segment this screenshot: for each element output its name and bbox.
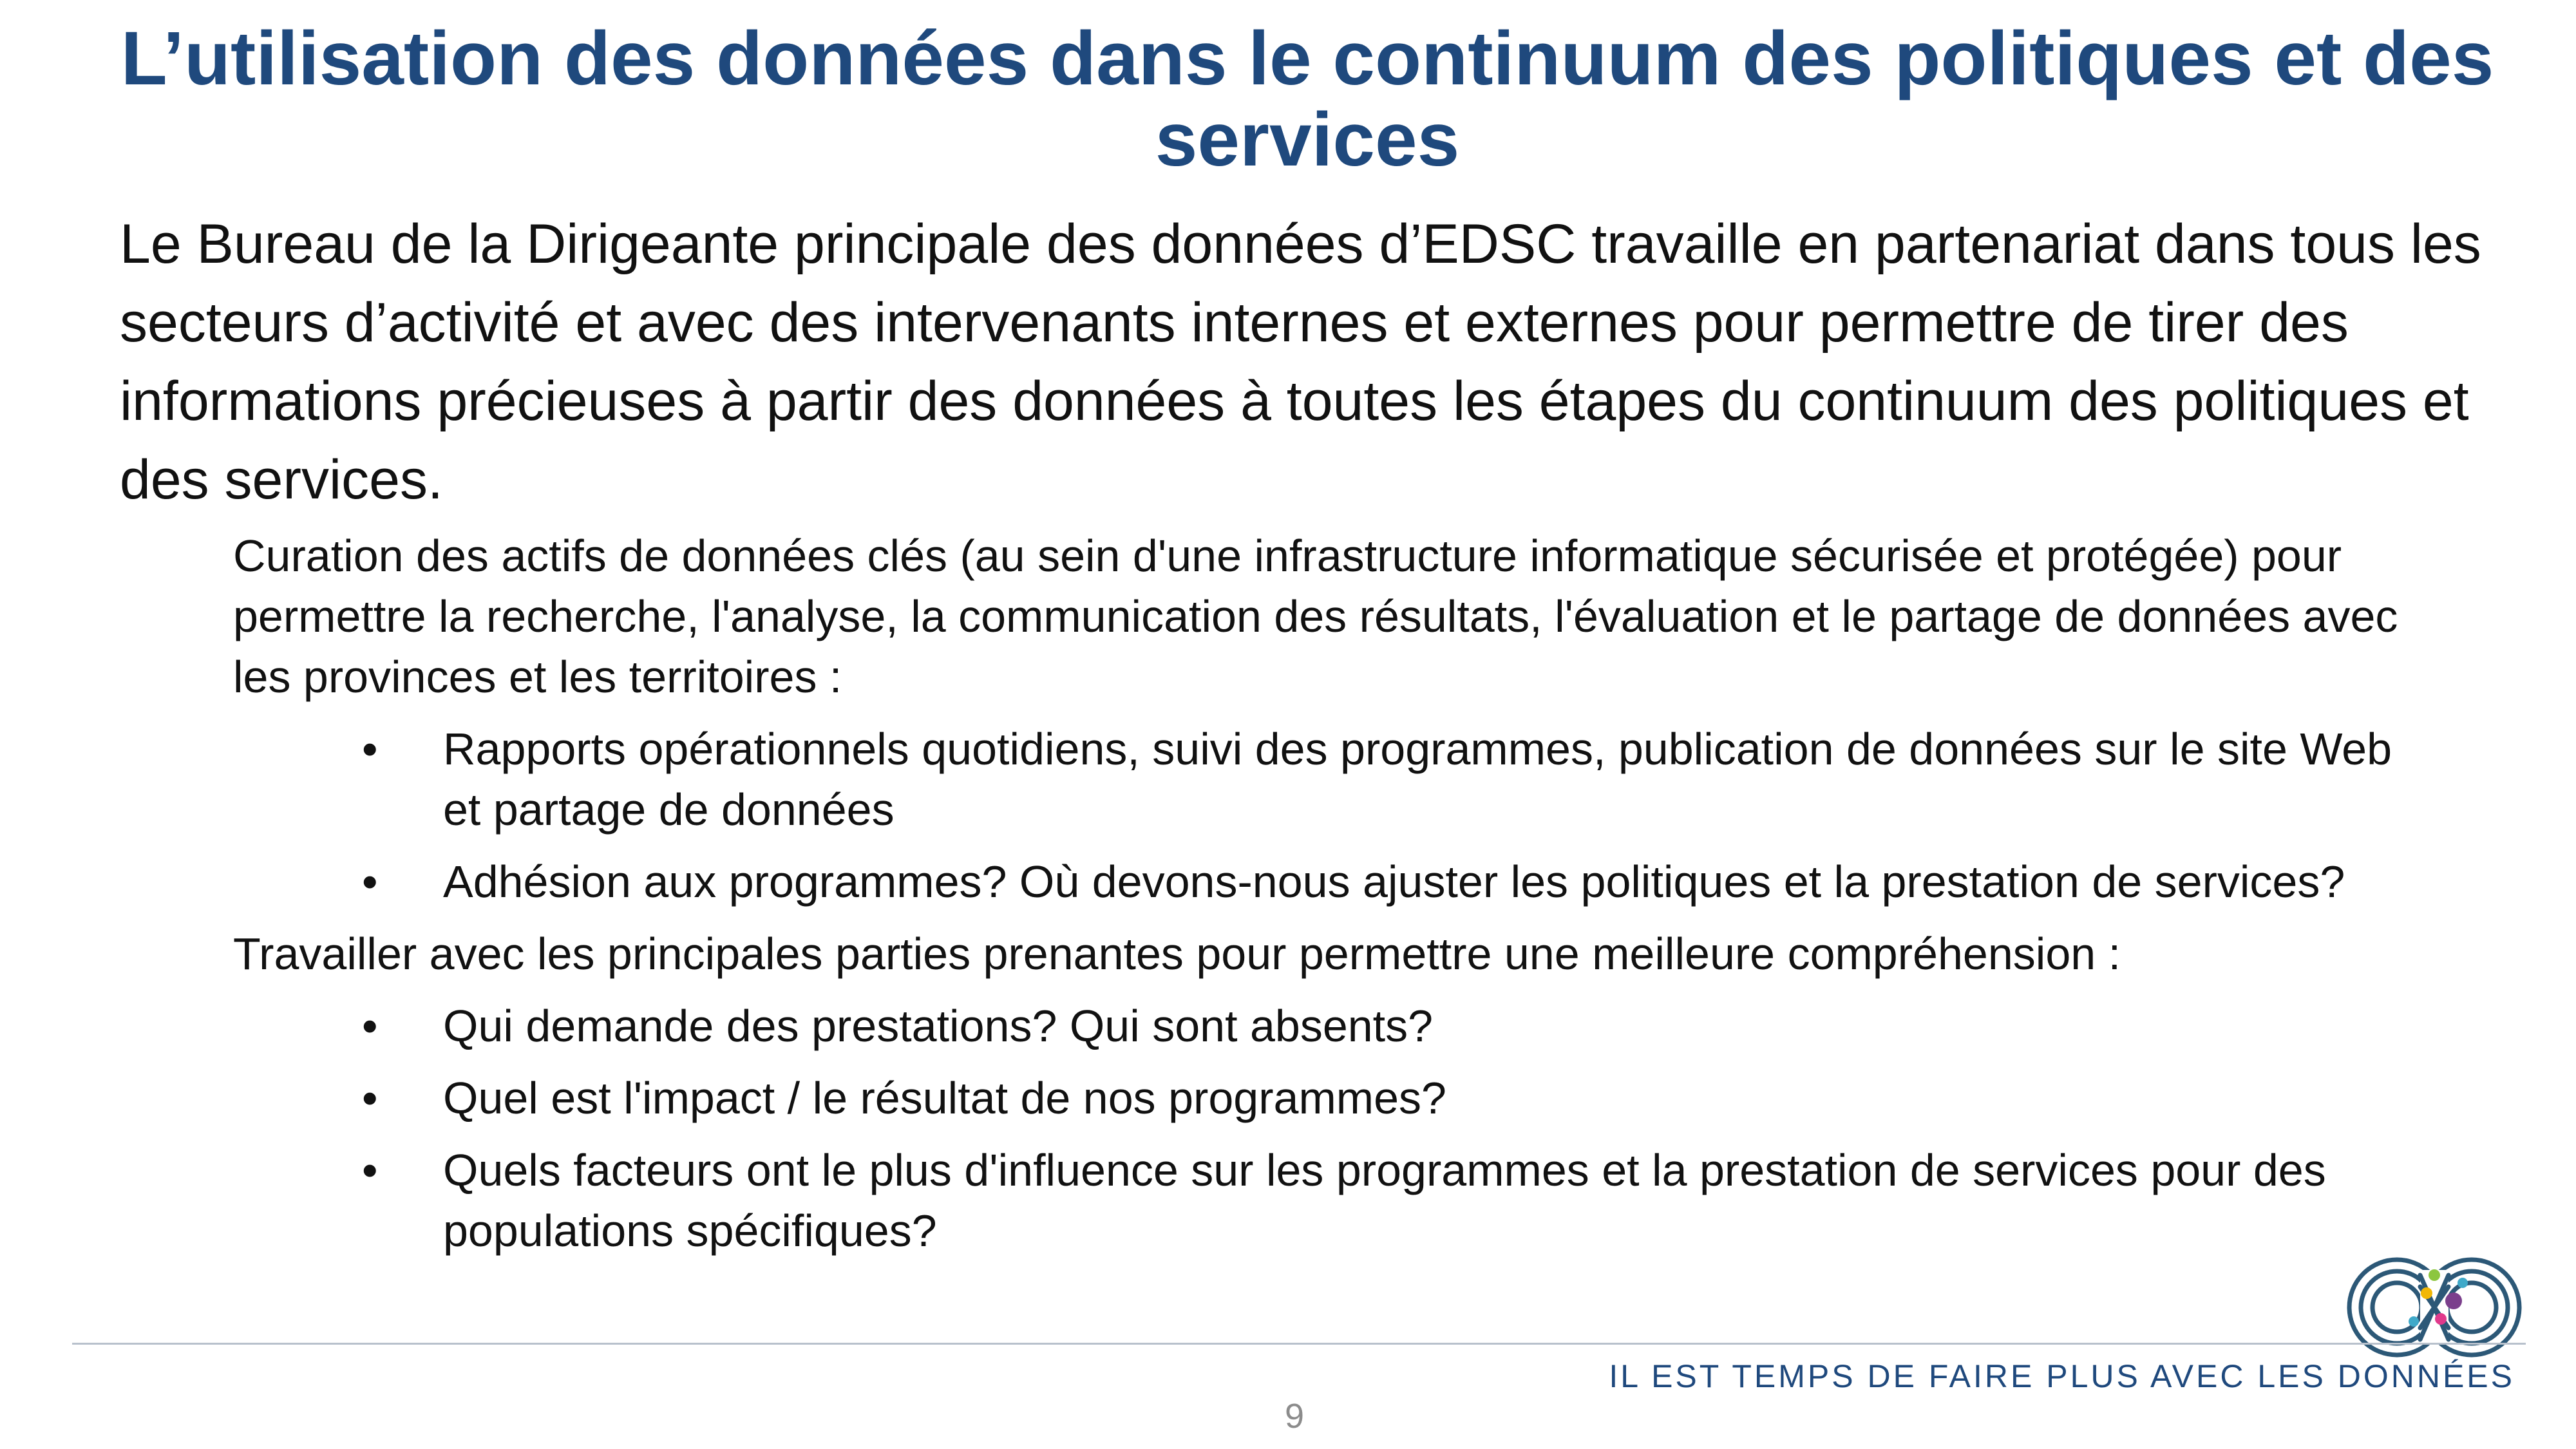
slide-body <box>233 526 2423 1273</box>
list-item <box>233 1068 2423 1128</box>
list-item <box>233 996 2423 1056</box>
bullet-text: Rapports opérationnels quotidiens, suivi des programmes, publication de données sur le site Web et partage de données <box>443 724 2392 835</box>
section2-text: Travailler avec les principales parties prenantes pour permettre une meilleure compréhension : <box>233 929 2121 979</box>
bullet-icon: • <box>362 1073 378 1123</box>
slide-title: L’utilisation des données dans le continuum des politiques et des services <box>120 16 2494 183</box>
bullet-text: Quel est l'impact / le résultat de nos programmes? <box>443 1073 1446 1123</box>
bullet-icon: • <box>362 857 378 907</box>
list-item <box>233 1140 2423 1261</box>
section2-bullet-list <box>233 996 2423 1261</box>
page-number: 9 <box>1284 1397 1305 1435</box>
section1-text: Curation des actifs de données clés (au sein d'une infrastructure informatique sécurisée et protégée) pour permettre la recherche, l'analyse, la communication des résultats, l'évaluation et le partage de données avec les provinces et les territoires : <box>233 531 2398 702</box>
bullet-icon: • <box>362 1001 378 1051</box>
bullet-text: Quels facteurs ont le plus d'influence sur les programmes et la prestation de services pour des populations spécifiques? <box>443 1145 2326 1256</box>
infinity-data-logo-icon <box>2344 1236 2524 1378</box>
footer-tagline: IL EST TEMPS DE FAIRE PLUS AVEC LES DONNÉES <box>1609 1358 2515 1394</box>
section1-bullet-list <box>233 719 2423 912</box>
bullet-icon: • <box>362 724 378 774</box>
footer-divider <box>72 1343 2526 1345</box>
list-item <box>233 719 2423 840</box>
bullet-text: Qui demande des prestations? Qui sont absents? <box>443 1001 1434 1051</box>
list-item <box>233 851 2423 912</box>
bullet-text: Adhésion aux programmes? Où devons-nous ajuster les politiques et la prestation de services? <box>443 857 2345 907</box>
intro-paragraph: Le Bureau de la Dirigeante principale des données d’EDSC travaille en partenariat dans tous les secteurs d’activité et avec des intervenants internes et externes pour permettre de tirer des informations précieuses à partir des données à toutes les étapes du continuum des politiques et des services. <box>120 213 2481 511</box>
bullet-icon: • <box>362 1145 378 1195</box>
